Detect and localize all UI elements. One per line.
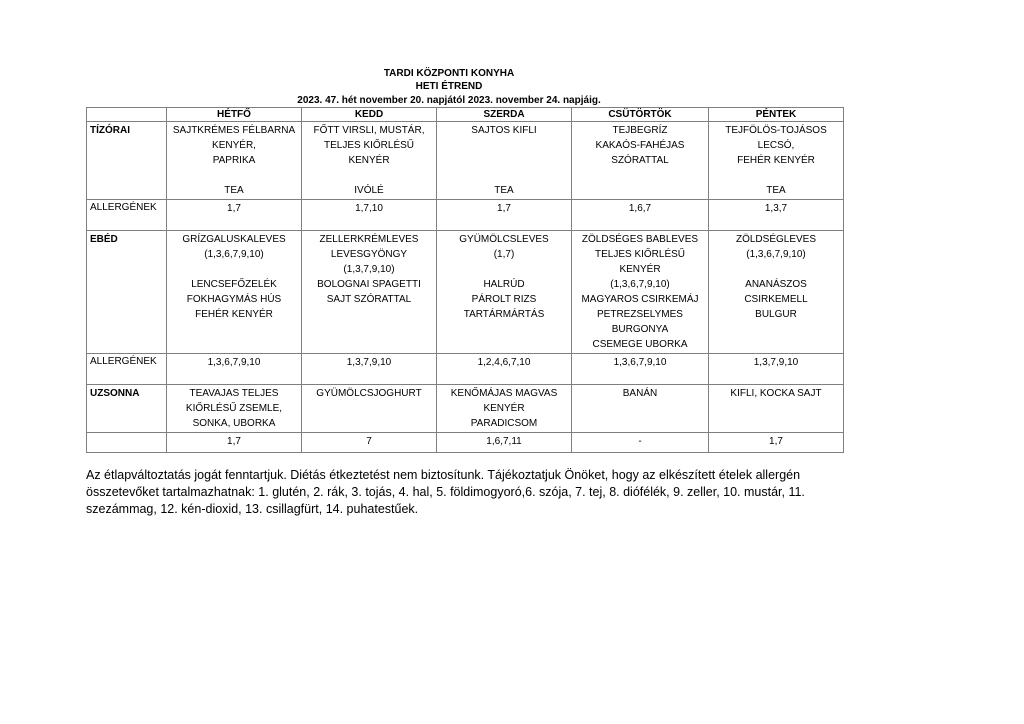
row-label: EBÉD bbox=[87, 231, 167, 354]
table-cell: ZELLERKRÉMLEVES LEVESGYÖNGY (1,3,7,9,10) BOLOGNAI SPAGETTI SAJT SZÓRATTAL bbox=[302, 231, 437, 354]
table-cell: 1,6,7 bbox=[572, 200, 709, 231]
row-label: UZSONNA bbox=[87, 385, 167, 433]
menu-date-range: 2023. 47. hét november 20. napjától 2023. november 24. napjáig. bbox=[297, 95, 601, 106]
table-row bbox=[87, 231, 844, 354]
kitchen-name: TARDI KÖZPONTI KONYHA bbox=[383, 68, 515, 79]
column-header-wednesday: SZERDA bbox=[437, 108, 572, 122]
table-cell: 1,7 bbox=[167, 433, 302, 453]
table-cell: 1,7 bbox=[167, 200, 302, 231]
table-cell: FŐTT VIRSLI, MUSTÁR, TELJES KIŐRLÉSŰ KENYÉR IVÓLÉ bbox=[302, 122, 437, 200]
table-cell: 1,7 bbox=[709, 433, 844, 453]
table-cell: 1,7,10 bbox=[302, 200, 437, 231]
table-cell: 1,3,6,7,9,10 bbox=[167, 354, 302, 385]
table-cell: ZÖLDSÉGLEVES (1,3,6,7,9,10) ANANÁSZOS CSIRKEMELL BULGUR bbox=[709, 231, 844, 354]
column-header-monday: HÉTFŐ bbox=[167, 108, 302, 122]
weekly-menu-table bbox=[86, 107, 844, 453]
table-cell: SAJTOS KIFLI TEA bbox=[437, 122, 572, 200]
row-label bbox=[87, 433, 167, 453]
table-row bbox=[87, 200, 844, 231]
column-header-tuesday: KEDD bbox=[302, 108, 437, 122]
column-header-thursday: CSÜTÖRTÖK bbox=[572, 108, 709, 122]
note-text: Az étlapváltoztatás jogát fenntartjuk. Diétás étkeztetést nem biztosítunk. Tájékoztatjuk Önöket, hogy az elkészített ételek allergén összetevőket tartalmazhatnak: 1. glutén, 2. rák, 3. tojás, 4. hal, 5. földimogyoró,6. szója, 7. tej, 8. diófélék, 9. zeller, 10. mustár, 11. szezámmag, 12. kén-dioxid, 13. csillagfürt, 14. puhatestűek. bbox=[86, 468, 805, 516]
table-cell: 1,3,7,9,10 bbox=[709, 354, 844, 385]
table-cell: 1,3,6,7,9,10 bbox=[572, 354, 709, 385]
menu-title: HETI ÉTREND bbox=[415, 81, 483, 92]
table-cell: 1,3,7,9,10 bbox=[302, 354, 437, 385]
table-cell: TEAVAJAS TELJES KIŐRLÉSŰ ZSEMLE, SONKA, UBORKA bbox=[167, 385, 302, 433]
table-cell: KENŐMÁJAS MAGVAS KENYÉR PARADICSOM bbox=[437, 385, 572, 433]
table-row bbox=[87, 354, 844, 385]
table-cell: 1,7 bbox=[437, 200, 572, 231]
column-header-friday: PÉNTEK bbox=[709, 108, 844, 122]
table-cell: 1,6,7,11 bbox=[437, 433, 572, 453]
table-row bbox=[87, 122, 844, 200]
row-label: ALLERGÉNEK bbox=[87, 354, 167, 385]
table-cell: 7 bbox=[302, 433, 437, 453]
table-row bbox=[87, 385, 844, 433]
table-cell: 1,3,7 bbox=[709, 200, 844, 231]
table-cell: 1,2,4,6,7,10 bbox=[437, 354, 572, 385]
table-cell: TEJBEGRÍZ KAKAÓS-FAHÉJAS SZÓRATTAL bbox=[572, 122, 709, 200]
table-cell: ZÖLDSÉGES BABLEVES TELJES KIŐRLÉSŰ KENYÉR (1,3,6,7,9,10) MAGYAROS CSIRKEMÁJ PETREZSELYMES BURGONYA CSEMEGE UBORKA bbox=[572, 231, 709, 354]
table-row bbox=[87, 433, 844, 453]
table-header-row bbox=[87, 108, 844, 122]
table-cell: TEJFÖLÖS-TOJÁSOS LECSÓ, FEHÉR KENYÉR TEA bbox=[709, 122, 844, 200]
table-cell: - bbox=[572, 433, 709, 453]
allergen-note bbox=[86, 467, 826, 518]
table-cell: GRÍZGALUSKALEVES (1,3,6,7,9,10) LENCSEFŐZELÉK FOKHAGYMÁS HÚS FEHÉR KENYÉR bbox=[167, 231, 302, 354]
table-cell: KIFLI, KOCKA SAJT bbox=[709, 385, 844, 433]
row-label: ALLERGÉNEK bbox=[87, 200, 167, 231]
column-header bbox=[87, 108, 167, 122]
table-cell: SAJTKRÉMES FÉLBARNA KENYÉR, PAPRIKA TEA bbox=[167, 122, 302, 200]
table-cell: GYÜMÖLCSJOGHURT bbox=[302, 385, 437, 433]
row-label: TÍZÓRAI bbox=[87, 122, 167, 200]
table-cell: BANÁN bbox=[572, 385, 709, 433]
table-cell: GYÜMÖLCSLEVES (1,7) HALRÚD PÁROLT RIZS TARTÁRMÁRTÁS bbox=[437, 231, 572, 354]
